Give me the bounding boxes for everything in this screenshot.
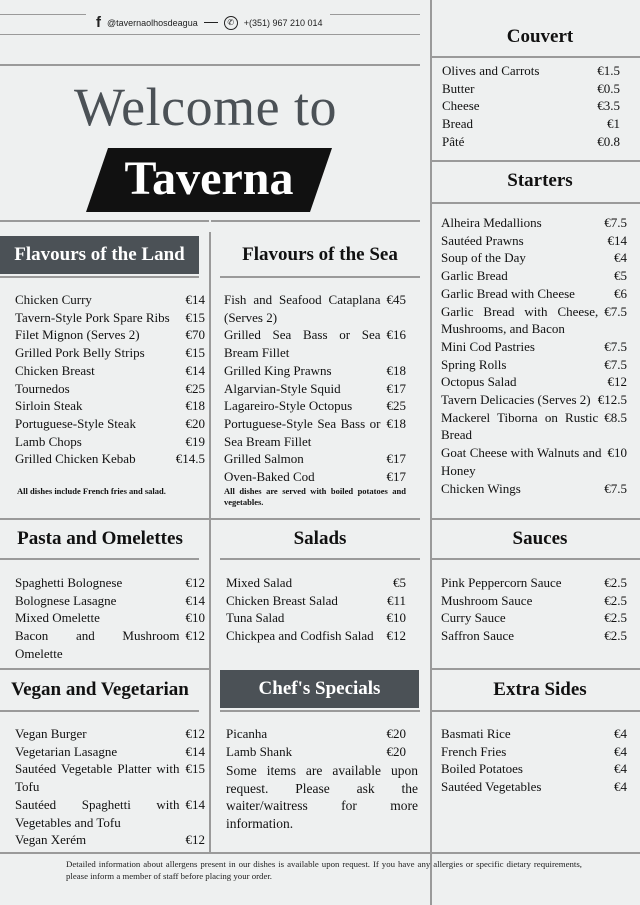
menu-item-price: €14 [185,743,205,759]
menu-item [15,760,205,795]
row3-rule-top-left [0,668,209,670]
header-rule-3 [0,64,420,66]
menu-item [441,743,627,761]
menu-item [224,468,406,486]
starters-heading: Starters [507,170,573,191]
land-list [15,291,205,468]
menu-item-name: Sautéed Vegetables [441,779,542,795]
menu-item-price: €25 [386,398,406,414]
menu-item-name: Mini Cod Pastries [441,338,535,354]
menu-item [15,309,205,327]
menu-item-price: €12 [185,832,205,848]
menu-item-name: Lagareiro-Style Octopus [224,398,353,414]
dash-separator [204,22,218,23]
salads-list [226,574,406,645]
chef-note: Some items are available upon request. Please ask the waiter/waitress for more information. [226,763,418,831]
sea-list [224,291,406,486]
menu-item [15,433,205,451]
menu-item-price: €12 [607,374,627,390]
menu-item-price: €4 [614,779,627,795]
menu-item-price: €7.5 [604,303,627,319]
menu-item-price: €25 [185,380,205,396]
menu-item [441,373,627,391]
menu-item-price: €11 [386,592,406,608]
menu-item [441,778,627,796]
menu-item-price: €4 [614,250,627,266]
menu-item [224,415,406,450]
land-heading: Flavours of the Land [0,236,199,274]
menu-item [15,362,205,380]
menu-item-name: Garlic Bread with Cheese, Mushrooms, and Bacon [441,303,599,337]
menu-item [15,743,205,761]
menu-item [441,232,627,250]
menu-item-name: Grilled Chicken Kebab [15,451,136,467]
menu-item-name: Fish and Seafood Cataplana (Serves 2) [224,292,381,325]
salads-heading: Salads [293,528,347,549]
land-rule [0,276,199,278]
menu-item-price: €12 [386,628,406,644]
menu-item-price: €10 [185,610,205,626]
menu-item-name: Goat Cheese with Walnuts and Honey [441,445,602,478]
sea-note: All dishes are served with boiled potatoes and vegetables. [224,486,406,507]
menu-item-name: Mackerel Tiborna on Rustic Bread [441,409,599,443]
facebook-icon: f [96,14,101,31]
menu-item-price: €5 [393,575,406,590]
menu-item [441,356,627,374]
menu-item-price: €18 [185,398,205,414]
footer-rule [0,852,640,854]
menu-item-name: Soup of the Day [441,250,526,266]
menu-item-price: €5 [614,268,627,284]
menu-item-name: Sautéed Spaghetti with Vegetables and Tofu [15,796,180,830]
menu-item [224,291,406,326]
taverna-banner [86,148,332,214]
menu-item-price: €14 [185,292,205,307]
menu-item [442,97,620,115]
couvert-list [442,62,620,151]
menu-item-name: Sirloin Steak [15,398,83,414]
salads-rule [220,558,420,560]
menu-item-price: €18 [386,362,406,378]
menu-item-name: Tavern Delicacies (Serves 2) [441,392,591,408]
menu-item-price: €7.5 [604,338,627,354]
menu-item [441,609,627,627]
menu-item [15,796,205,831]
menu-item-price: €12.5 [597,392,627,408]
chef-list [226,725,406,760]
menu-item-name: Picanha [226,726,268,741]
welcome-title: Welcome to [74,77,338,137]
contact-bar [96,14,323,31]
menu-item-price: €16 [386,327,406,343]
menu-item [224,326,406,361]
menu-item-name: Grilled Sea Bass or Sea Bream Fillet [224,327,381,361]
menu-item [15,450,205,468]
menu-item-price: €19 [185,433,205,449]
sauces-list [441,574,627,645]
menu-item-name: Alheira Medallions [441,215,542,230]
menu-item-price: €14 [185,796,205,812]
menu-item [226,592,406,610]
header-rule-top-right [330,14,420,15]
menu-item-name: Chicken Breast [15,362,95,378]
menu-item-name: Garlic Bread [441,268,508,284]
sauces-heading: Sauces [512,528,568,549]
couvert-rule [432,56,640,58]
menu-item [15,344,205,362]
sides-heading: Extra Sides [493,679,587,700]
menu-item-price: €10 [607,445,627,461]
menu-item-name: Chickpea and Codfish Salad [226,628,374,644]
menu-item-name: Boiled Potatoes [441,761,523,777]
menu-item [226,609,406,627]
menu-item-price: €8.5 [604,409,627,425]
menu-item-name: Vegetarian Lasagne [15,743,118,759]
menu-item-name: Cheese [442,98,480,114]
menu-item-name: Lamb Chops [15,433,82,449]
menu-item [15,326,205,344]
menu-item-price: €14.5 [175,451,205,467]
menu-item [441,760,627,778]
menu-item-name: Mixed Omelette [15,610,100,626]
header-rule-top [0,14,86,15]
menu-item-name: Grilled Salmon [224,451,304,467]
menu-item-price: €70 [185,327,205,343]
menu-item-name: Chicken Wings [441,480,521,496]
sea-rule-top [211,220,420,222]
menu-item-price: €2.5 [604,610,627,626]
menu-item-price: €14 [607,232,627,248]
menu-item-price: €12 [185,575,205,590]
menu-item-name: Pâté [442,133,465,149]
menu-item-name: French Fries [441,743,507,759]
sides-list [441,725,627,796]
menu-item [442,80,620,98]
sauces-rule [432,558,640,560]
menu-item-name: Vegan Xerém [15,832,87,848]
menu-item-price: €6 [614,285,627,301]
menu-item [441,285,627,303]
menu-item-name: Lamb Shank [226,743,293,759]
menu-item-price: €1.5 [597,63,620,78]
menu-item [441,391,627,409]
vegan-rule [0,710,199,712]
menu-item-price: €0.8 [597,133,620,149]
menu-item-name: Bread [442,116,474,132]
menu-item-price: €17 [386,380,406,396]
couvert-heading: Couvert [506,26,574,47]
taverna-title: Taverna [124,152,294,205]
chef-rule [220,710,420,712]
chef-heading: Chef's Specials [220,670,419,708]
menu-item-name: Chicken Curry [15,292,92,307]
menu-item-price: €2.5 [604,592,627,608]
menu-item [224,380,406,398]
menu-item-price: €3.5 [597,98,620,114]
menu-item-price: €20 [185,415,205,431]
menu-item-name: Bacon and Mushroom Omelette [15,628,180,661]
menu-item [226,725,406,743]
menu-item-name: Spring Rolls [441,356,507,372]
sides-rule [432,710,640,712]
menu-item [441,592,627,610]
menu-item [441,725,627,743]
menu-item-name: Portuguese-Style Sea Bass or Sea Bream Fillet [224,415,381,449]
land-note: All dishes include French fries and salad. [17,486,166,496]
menu-item-price: €4 [614,743,627,759]
menu-item [226,743,406,761]
menu-item-name: Sautéed Vegetable Platter with Tofu [15,761,180,795]
menu-item-price: €12 [185,628,205,644]
menu-item [15,380,205,398]
menu-item [441,627,627,645]
menu-item-price: €20 [386,726,406,741]
menu-item-price: €7.5 [604,480,627,496]
menu-item-price: €14 [185,362,205,378]
menu-item [441,214,627,232]
vegan-heading: Vegan and Vegetarian [11,679,189,700]
menu-item-price: €18 [386,415,406,431]
menu-item-price: €17 [386,451,406,467]
menu-item [15,609,205,627]
menu-item [226,627,406,645]
menu-item-name: Tavern-Style Pork Spare Ribs [15,309,170,325]
menu-item [15,627,205,662]
menu-item-name: Butter [442,80,475,96]
header-rule-2 [0,34,420,35]
menu-item-name: Olives and Carrots [442,63,540,78]
menu-item-price: €1 [607,116,620,132]
menu-item-name: Sautéed Prawns [441,232,524,248]
menu-item [224,397,406,415]
menu-item [15,592,205,610]
menu-item [441,267,627,285]
menu-item-price: €4 [614,726,627,741]
menu-item [441,444,627,479]
menu-item [15,291,205,309]
menu-item-name: Oven-Baked Cod [224,469,315,485]
menu-item-name: Chicken Breast Salad [226,592,338,608]
menu-item-name: Octopus Salad [441,374,517,390]
menu-item [441,338,627,356]
menu-item-name: Basmati Rice [441,726,511,741]
starters-rule [432,202,640,204]
sea-rule [220,276,420,278]
menu-item-name: Pink Peppercorn Sauce [441,575,562,590]
menu-item [15,397,205,415]
menu-item [441,303,627,338]
menu-item-price: €7.5 [604,356,627,372]
menu-item-price: €15 [185,309,205,325]
menu-item-name: Grilled Pork Belly Strips [15,345,145,361]
menu-item [441,574,627,592]
sea-heading: Flavours of the Sea [242,244,398,265]
pasta-heading: Pasta and Omelettes [17,528,183,549]
menu-item-name: Mushroom Sauce [441,592,533,608]
menu-item-price: €2.5 [604,575,627,590]
allergen-notice: Detailed information about allergens present in our dishes is available upon request. If you have any allergies or specific dietary requirements, please inform a member of staff before placing your order. [66,859,582,881]
menu-item-price: €15 [185,345,205,361]
menu-item-name: Bolognese Lasagne [15,592,117,608]
menu-item [442,115,620,133]
social-handle: @tavernaolhosdeagua [107,17,198,28]
column-divider-right [430,0,432,905]
menu-item-name: Filet Mignon (Serves 2) [15,327,140,343]
menu-item [442,133,620,151]
menu-item-name: Spaghetti Bolognese [15,575,123,590]
pasta-list [15,574,205,663]
menu-item-name: Tournedos [15,380,70,396]
menu-item-price: €14 [185,592,205,608]
menu-item-price: €10 [386,610,406,626]
menu-item-name: Vegan Burger [15,726,87,741]
phone-number: +(351) 967 210 014 [243,17,323,28]
menu-item [441,409,627,444]
land-rule-top [0,220,209,222]
menu-item-name: Portuguese-Style Steak [15,415,136,431]
menu-item-name: Garlic Bread with Cheese [441,285,575,301]
menu-item-name: Algarvian-Style Squid [224,380,341,396]
menu-item-name: Mixed Salad [226,575,293,590]
menu-item-price: €4 [614,761,627,777]
menu-item [441,249,627,267]
menu-item-price: €12 [185,726,205,741]
menu-item-price: €45 [386,292,406,307]
menu-item-price: €17 [386,469,406,485]
menu-item [15,574,205,592]
menu-item-name: Saffron Sauce [441,628,515,644]
menu-item-name: Tuna Salad [226,610,285,626]
menu-item-name: Grilled King Prawns [224,362,332,378]
menu-item [15,415,205,433]
menu-item [442,62,620,80]
row3-rule-top-right [432,668,640,670]
menu-item-price: €15 [185,761,205,777]
pasta-rule [0,558,199,560]
menu-item-price: €7.5 [604,215,627,230]
phone-icon: ✆ [224,16,238,30]
menu-item [15,831,205,849]
column-divider-left [209,232,211,854]
menu-item [224,450,406,468]
menu-item [15,725,205,743]
menu-item [441,480,627,498]
starters-list [441,214,627,497]
vegan-list [15,725,205,849]
menu-item-price: €20 [386,743,406,759]
menu-item [224,362,406,380]
menu-item-name: Curry Sauce [441,610,506,626]
menu-item-price: €0.5 [597,80,620,96]
menu-item [226,574,406,592]
menu-item-price: €2.5 [604,628,627,644]
